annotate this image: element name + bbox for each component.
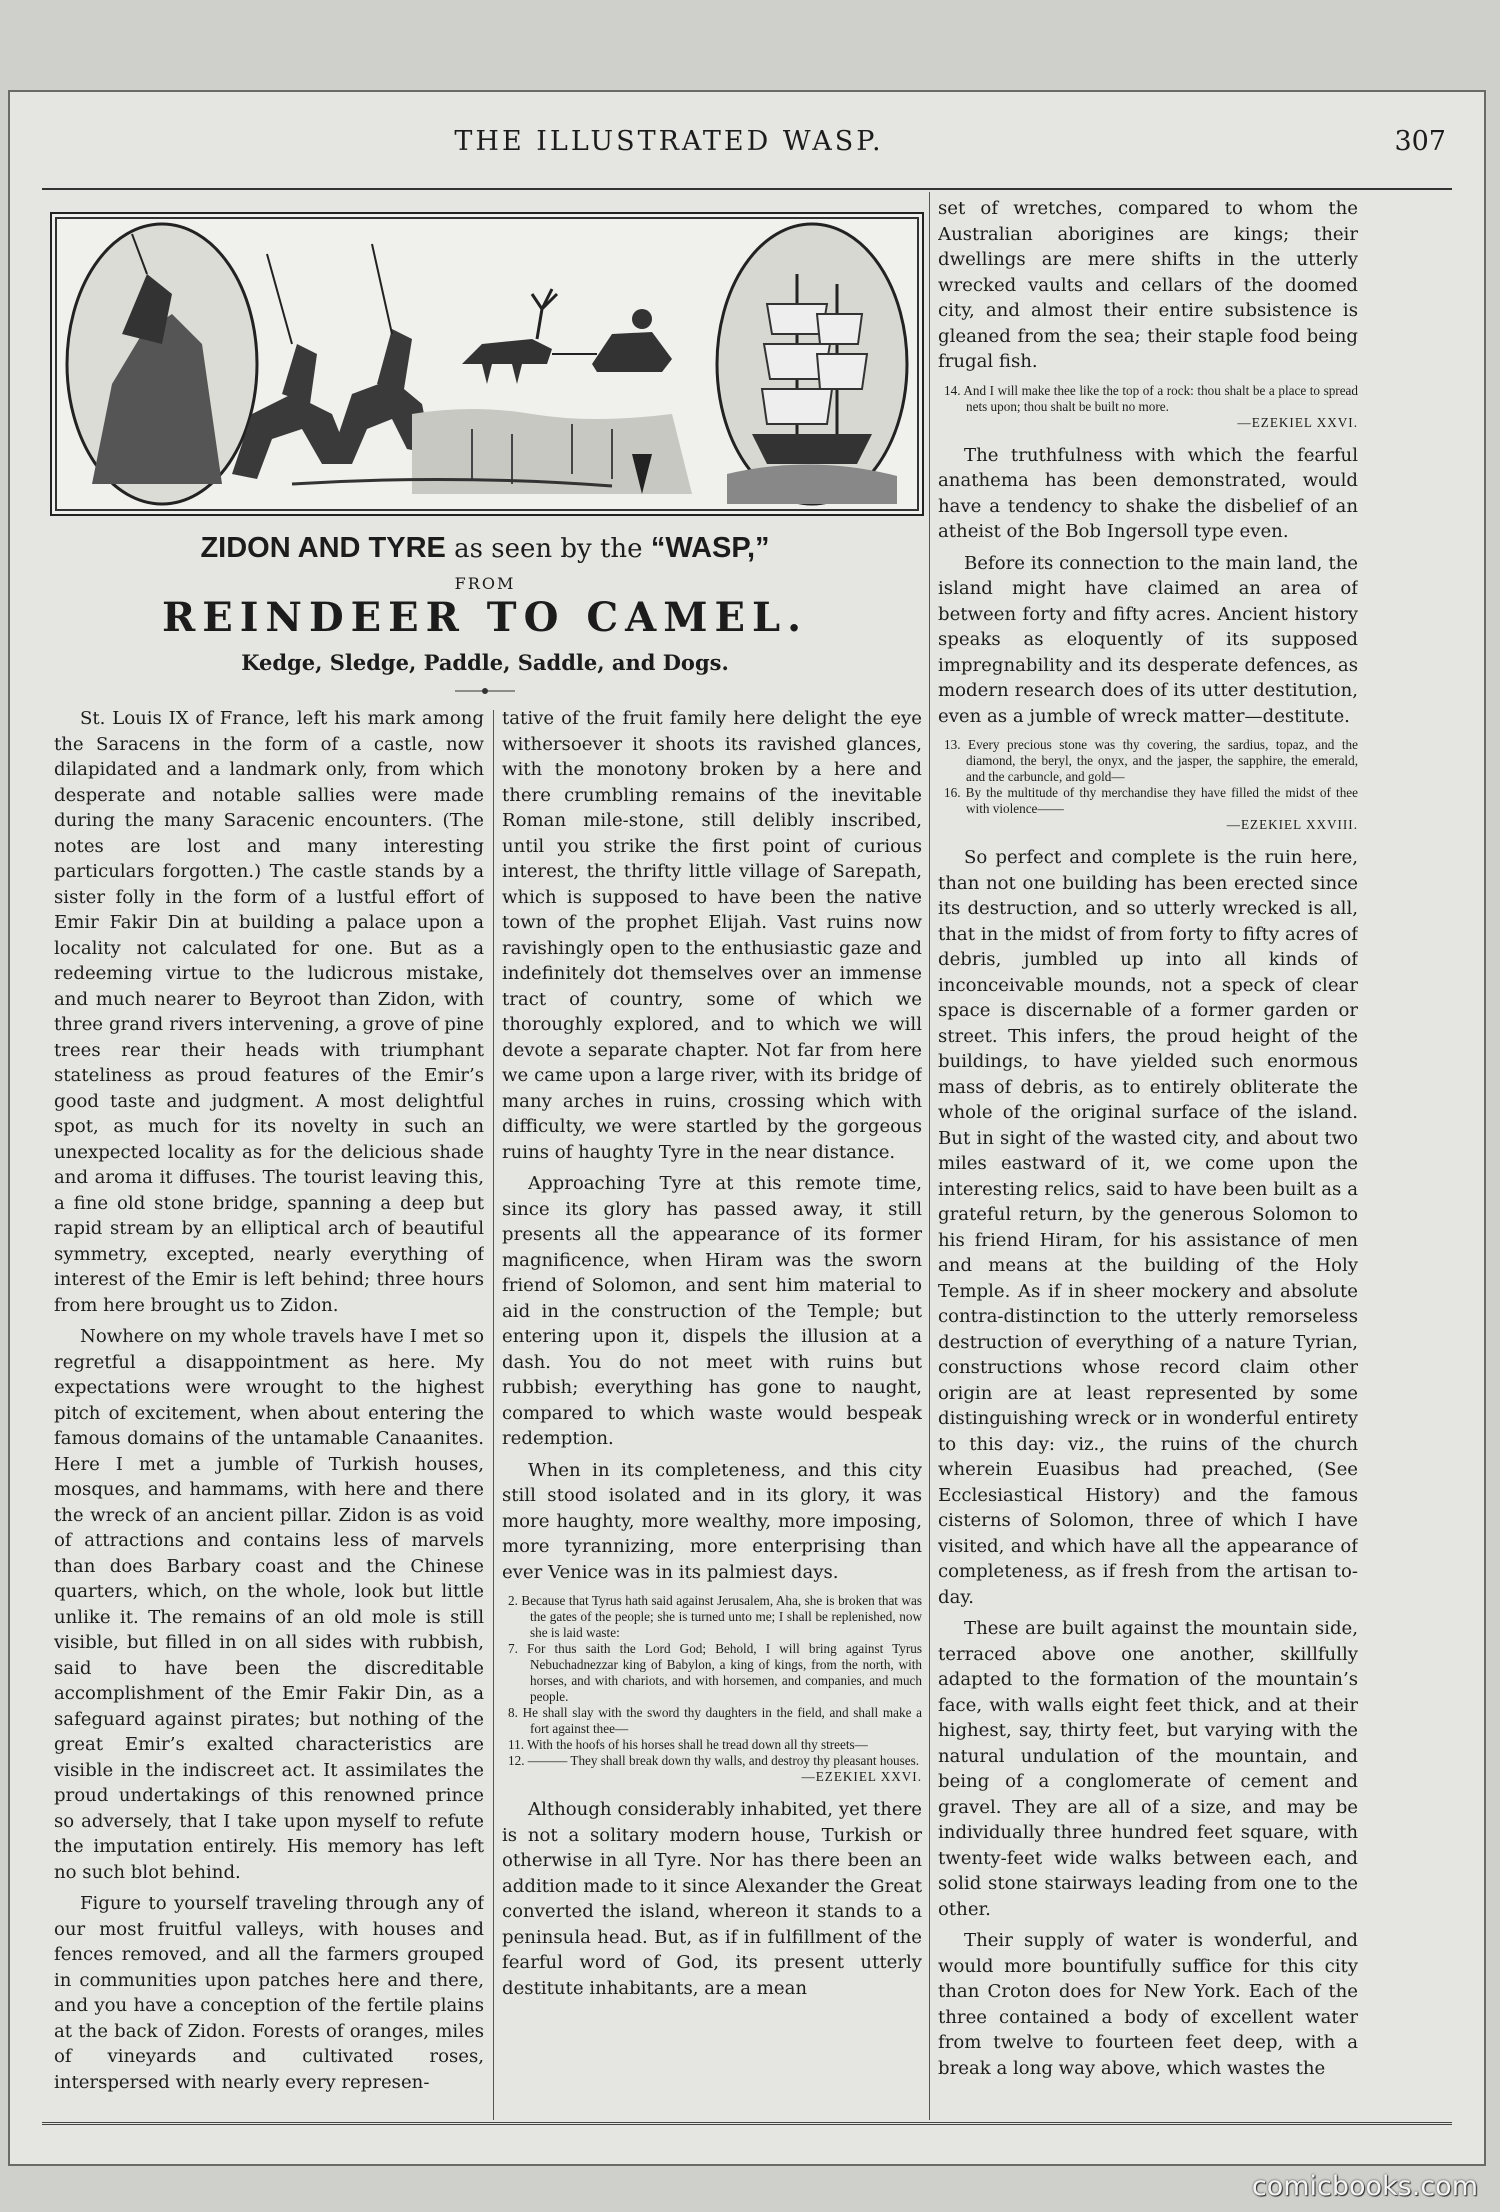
col2-paragraph-2: Approaching Tyre at this remote time, since its glory has passed away, it still presents all the appearance of its former magnificence, when Hiram was the sworn friend of Solomon, and sent him material to aid in the construction of the Temple; but entering upon it, dispels the illusion at a dash. You do not meet with ruins but rubbish; everything has gone to naught, compared to which waste would bespeak redemption. <box>502 1173 922 1449</box>
column-1 <box>54 706 484 2120</box>
quote-verse-16: 16. By the multitude of thy merchandise they have filled the midst of thee with violence—— <box>944 785 1358 816</box>
headline-title-small: as seen by the <box>445 534 651 564</box>
quote-verse-7: 7. For thus saith the Lord God; Behold, I will bring against Tyrus Nebuchadnezzar king of Babylon, a king of kings, from the north, with horses, and with chariots, and with horsemen, and companies, and much people. <box>508 1641 922 1704</box>
scripture-quote-ezekiel-26b <box>938 383 1358 431</box>
col1-paragraph-3: Figure to yourself traveling through any of our most fruitful valleys, with houses and fences removed, and all the farmers grouped in communities upon patches here and there, and you have a conception of the fertile plains at the back of Zidon. Forests of oranges, miles of vineyards and cultivated roses, interspersed with nearly every represen- <box>54 1893 484 2093</box>
col2-paragraph-1: tative of the fruit family here delight the eye withersoever it shoots its ravished glances, with the monotony broken by a here and there crumbling remains of the inevitable Roman mile-stone, still delibly inscribed, until you strike the first point of curious interest, the thrifty little village of Sarepath, which is supposed to have been the native town of the prophet Elijah. Vast ruins now ravishingly open to the enthusiastic gaze and indefinitely dot themselves over an immense tract of country, some of which we thoroughly explored, and to which we will devote a separate chapter. Not far from here we came upon a large river, with its bridge of many arches in ruins, crossing which with difficulty, we were startled by the gorgeous ruins of haughty Tyre in the near distance. <box>502 708 922 1163</box>
quote-citation-2: —EZEKIEL XXVI. <box>1237 414 1358 430</box>
quote-verse-12: 12. ——— They shall break down thy walls, and destroy thy pleasant houses. <box>508 1753 920 1768</box>
col3-paragraph-6: Their supply of water is wonderful, and would more bountifully suffice for this city than Croton does for New York. Each of the three contained a body of excellent water from twelve to fourteen feet deep, with a break a long way above, which wastes the <box>938 1930 1358 2079</box>
ornament-divider <box>455 687 515 695</box>
headline-subtitle: Kedge, Sledge, Paddle, Saddle, and Dogs. <box>241 650 729 675</box>
col3-paragraph-3: Before its connection to the main land, the island might have claimed an area of between forty and fifty acres. Ancient history speaks as eloquently of its supposed impregnability and its desperate defences, as modern research does of its utter destitution, even as a jumble of wreck matter—destitute. <box>938 552 1358 727</box>
col2-paragraph-4: Although considerably inhabited, yet there is not a solitary modern house, Turkish or otherwise in all Tyre. Nor has there been an addition made to it since Alexander the Great converted the island, whereon it stands to a peninsula head. But, as if in fulfillment of the fearful word of God, its present utterly destitute inhabitants, are a mean <box>502 1799 922 1999</box>
column-3 <box>938 196 1358 2120</box>
quote-verse-8: 8. He shall slay with the sword thy daughters in the field, and shall make a fort against thee— <box>508 1705 922 1736</box>
engraving-illustration <box>50 212 924 516</box>
page-header-title: THE ILLUSTRATED WASP. <box>454 126 884 157</box>
headline-title <box>42 532 928 565</box>
column-rule-2 <box>929 192 930 2120</box>
watermark-text: comicbooks.com <box>1251 2171 1478 2202</box>
quote-citation: —EZEKIEL XXVI. <box>801 1769 922 1784</box>
quote-verse-13: 13. Every precious stone was thy covering, the sardius, topaz, and the diamond, the beryl, the onyx, and the jasper, the sapphire, the emerald, and the carbuncle, and gold— <box>944 737 1358 784</box>
column-rule-1 <box>493 710 494 2120</box>
quote-verse-2: 2. Because that Tyrus hath said against Jerusalem, Aha, she is broken that was the gates of the people; she is turned unto me; I shall be replenished, now she is laid waste: <box>508 1593 922 1640</box>
col3-paragraph-2: The truthfulness with which the fearful anathema has been demonstrated, would have a tendency to shake the disbelief of an atheist of the Bob Ingersoll type even. <box>938 444 1358 542</box>
col3-paragraph-4: So perfect and complete is the ruin here, than not one building has been erected since its destruction, and so utterly wrecked is all, that in the midst of from forty to fifty acres of debris, jumbled up into all kinds of inconceivable mounds, not a speck of clear space is discernable of a former garden or street. This infers, the proud height of the buildings, to have yielded such enormous mass of debris, as to entirely obliterate the whole of the original surface of the island. But in sight of the wasted city, and about two miles eastward of it, we come upon the interesting relics, said to have been built as a grateful return, by the generous Solomon to his friend Hiram, for his assistance of men and means at the building of the Holy Temple. As if in sheer mockery and absolute contra-distinction to the utterly remorseless destruction of everything of a nature Tyrian, constructions whose record claim other origin are at least represented by some distinguishing wreck or in wonderful entirety to this day: viz., the ruins of the church wherein Euasibus had preached, (See Ecclesiastical History) and the famous cisterns of Solomon, three of which I have visited, and which have all the appearance of completeness, as if fresh from the artisan to-day. <box>938 847 1358 1608</box>
headline-title-main: ZIDON AND TYRE <box>200 532 446 564</box>
scripture-quote-ezekiel-26 <box>502 1593 922 1785</box>
newspaper-page <box>8 90 1486 2166</box>
col1-paragraph-1: St. Louis IX of France, left his mark among the Saracens in the form of a castle, now dilapidated and a landmark only, from which desperate and notable sallies were made during the many Saracenic encounters. (The notes are lost and many interesting particulars forgotten.) The castle stands by a sister folly in the form of a lustful effort of Emir Fakir Din at building a palace upon a locality not calculated for one. But as a redeeming virtue to the ludicrous mistake, and much nearer to Beyroot than Zidon, with three grand rivers intervening, a grove of pine trees rear their heads with triumphant stateliness as proud features of the Emir’s good taste and judgment. A most delightful spot, as much for its novelty in such an unexpected locality as for the delicious shade and aroma it diffuses. The tourist leaving this, a fine old stone bridge, spanning a deep but rapid stream by an elliptical arch of beautiful symmetry, excepted, nearly everything of interest of the Emir is left behind; three hours from here brought us to Zidon. <box>54 708 484 1316</box>
column-2 <box>502 706 922 2120</box>
col1-paragraph-2: Nowhere on my whole travels have I met so regretful a disappointment as here. My expectations were wrought to the highest pitch of excitement, when about entering the famous domains of the untamable Canaanites. Here I met a jumble of Turkish houses, mosques, and hammams, with here and there the wreck of an ancient pillar. Zidon is as void of attractions and contains less of marvels than does Barbary coast and the Chinese quarters, which, on the whole, look but little unlike it. The remains of an old mole is still visible, but filled in on all sides with rubbish, said to have been the discreditable accomplishment of the Emir Fakir Din, as a safeguard against pirates; but nothing of the great Emir’s exalted characteristics are visible in the indiscreet act. It assimilates the proud undertakings of this renowned prince so adversely, that I take upon myself to refute the imputation entirely. His memory has left no such blot behind. <box>54 1326 484 1883</box>
quote-verse-11: 11. With the hoofs of his horses shall he tread down all thy streets— <box>508 1737 868 1752</box>
col3-paragraph-5: These are built against the mountain side, terraced above one another, skillfully adapted to the formation of the mountain’s face, with walls eight feet thick, and at their highest, say, thirty feet, but varying with the natural undulation of the mountain, and being of a conglomerate of cement and gravel. They are all of a size, and may be individually three hundred feet square, with twenty-feet wide walks between each, and solid stone stairways leading from one to the other. <box>938 1618 1358 1920</box>
page-number: 307 <box>1394 126 1446 157</box>
quote-verse-14: 14. And I will make thee like the top of a rock: thou shalt be a place to spread nets upon; thou shalt be built no more. <box>944 382 1358 414</box>
col3-paragraph-1: set of wretches, compared to whom the Australian aborigines are kings; their dwellings are mere shifts in the utterly wrecked vaults and cellars of the doomed city, and almost their entire subsistence is gleaned from the sea; their staple food being frugal fish. <box>938 198 1358 372</box>
headline-title-end: “WASP,” <box>650 532 770 564</box>
footer-rule <box>42 2122 1452 2125</box>
headline-from: FROM <box>454 574 516 593</box>
headline-main: REINDEER TO CAMEL. <box>161 594 809 641</box>
col2-paragraph-3: When in its completeness, and this city still stood isolated and in its glory, it was more haughty, more wealthy, more imposing, more tyrannizing, more enterprising than ever Venice was in its palmiest days. <box>502 1459 922 1583</box>
quote-citation-3: —EZEKIEL XXVIII. <box>1226 817 1358 832</box>
scripture-quote-ezekiel-28 <box>938 737 1358 833</box>
header-rule <box>42 188 1452 190</box>
